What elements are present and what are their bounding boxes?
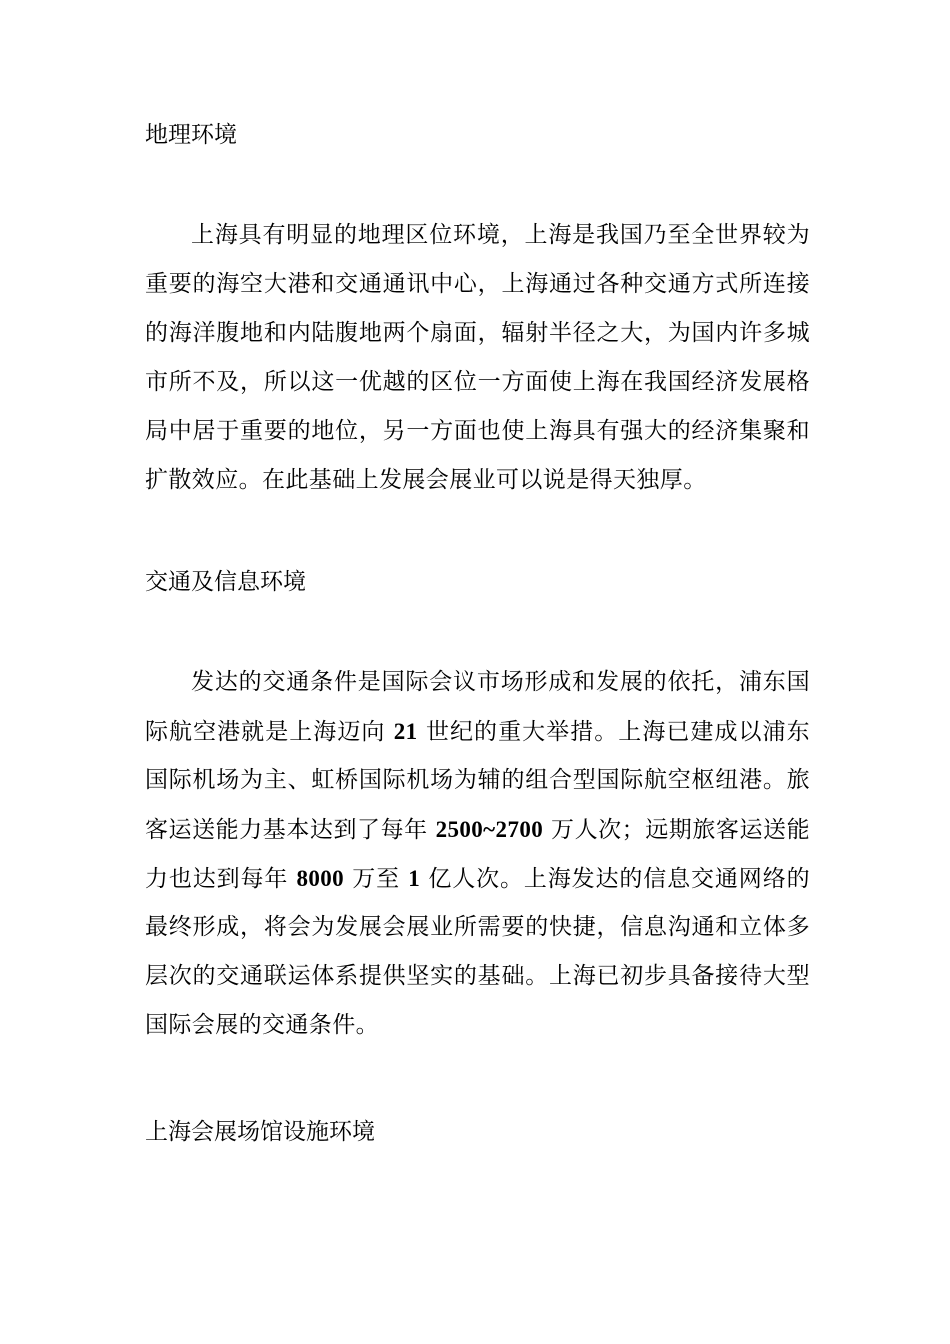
paragraph-line: 上海具有明显的地理区位环境，上海是我国乃至全世界较为 xyxy=(191,222,810,248)
paragraph-line: 国际会展的交通条件。 xyxy=(145,1012,379,1038)
section-heading-transport: 交通及信息环境 xyxy=(145,569,306,595)
century-number: 21 xyxy=(393,719,418,744)
paragraph-line: 力也达到每年 8000 万至 1 亿人次。上海发达的信息交通网络的 xyxy=(145,866,810,892)
paragraph-line: 市所不及，所以这一优越的区位一方面使上海在我国经济发展格 xyxy=(145,369,810,395)
section-heading-venues: 上海会展场馆设施环境 xyxy=(145,1119,375,1145)
long-term-capacity: 8000 xyxy=(296,866,345,891)
long-term-capacity-max: 1 xyxy=(408,866,421,891)
passenger-capacity-range: 2500~2700 xyxy=(435,817,544,842)
paragraph-line: 重要的海空大港和交通通讯中心，上海通过各种交通方式所连接 xyxy=(145,271,810,297)
paragraph-line: 际航空港就是上海迈向 21 世纪的重大举措。上海已建成以浦东 xyxy=(145,719,810,745)
paragraph-line: 客运送能力基本达到了每年 2500~2700 万人次；远期旅客运送能 xyxy=(145,817,810,843)
paragraph-line: 的海洋腹地和内陆腹地两个扇面，辐射半径之大，为国内许多城 xyxy=(145,320,810,346)
paragraph-geography xyxy=(145,211,810,505)
paragraph-line: 扩散效应。在此基础上发展会展业可以说是得天独厚。 xyxy=(145,467,707,493)
paragraph-line: 发达的交通条件是国际会议市场形成和发展的依托，浦东国 xyxy=(191,669,810,695)
paragraph-line: 最终形成，将会为发展会展业所需要的快捷，信息沟通和立体多 xyxy=(145,914,810,940)
paragraph-transport xyxy=(145,658,810,1050)
section-heading-geography: 地理环境 xyxy=(145,122,237,148)
paragraph-line: 层次的交通联运体系提供坚实的基础。上海已初步具备接待大型 xyxy=(145,963,810,989)
paragraph-line: 局中居于重要的地位，另一方面也使上海具有强大的经济集聚和 xyxy=(145,418,810,444)
paragraph-line: 国际机场为主、虹桥国际机场为辅的组合型国际航空枢纽港。旅 xyxy=(145,767,810,793)
